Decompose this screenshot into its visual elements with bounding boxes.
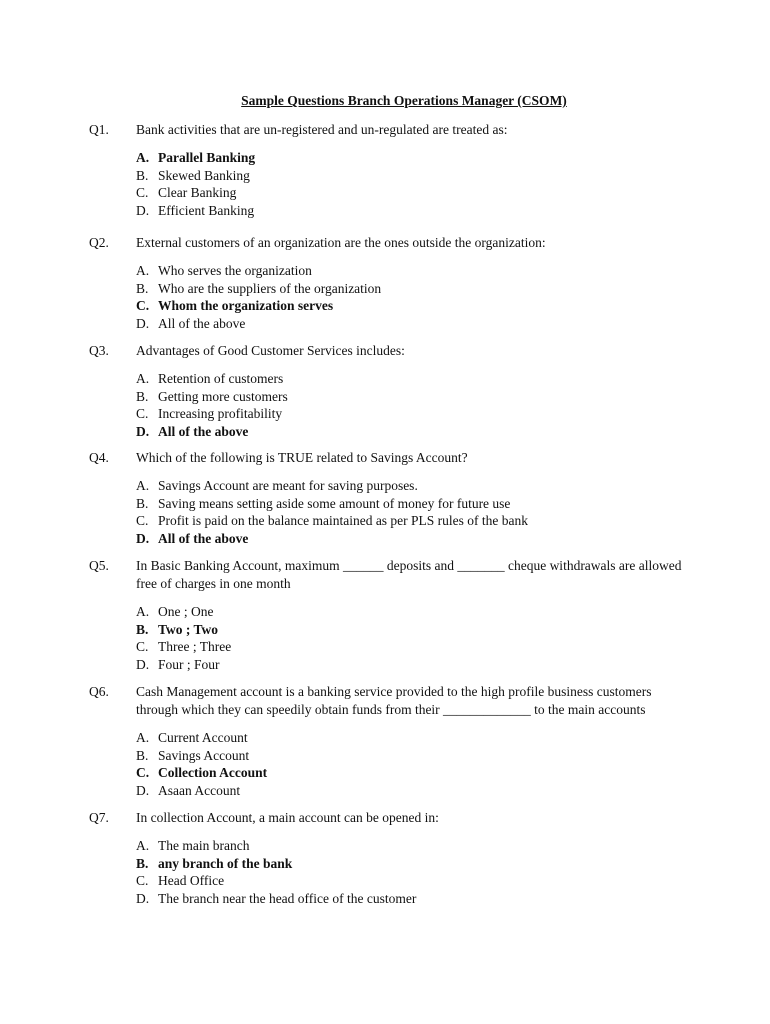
question-number: Q3. bbox=[89, 343, 109, 358]
option-text: Who are the suppliers of the organization bbox=[158, 280, 382, 296]
option-letter: B. bbox=[136, 167, 149, 183]
option-a bbox=[136, 729, 689, 747]
option-letter: A. bbox=[136, 478, 150, 493]
option-letter: B. bbox=[136, 621, 149, 637]
question-text: Bank activities that are un-registered and un-regulated are treated as: bbox=[136, 122, 508, 137]
option-text: Whom the organization serves bbox=[158, 298, 334, 314]
option-text: Savings Account bbox=[158, 747, 250, 763]
option-letter: C. bbox=[136, 185, 149, 201]
option-d bbox=[136, 782, 689, 800]
option-c bbox=[136, 872, 689, 890]
option-letter: C. bbox=[136, 298, 150, 314]
option-text: Collection Account bbox=[158, 765, 268, 781]
question-number: Q2. bbox=[89, 235, 109, 250]
option-d bbox=[136, 530, 689, 548]
question-7 bbox=[89, 809, 689, 907]
option-letter: A. bbox=[136, 604, 150, 619]
question-text: Which of the following is TRUE related to Savings Account? bbox=[136, 450, 468, 465]
question-number: Q5. bbox=[89, 558, 109, 573]
question-number: Q7. bbox=[89, 810, 109, 825]
option-b bbox=[136, 167, 689, 185]
option-b bbox=[136, 388, 689, 406]
question-number: Q4. bbox=[89, 450, 109, 465]
option-text: All of the above bbox=[158, 423, 249, 439]
option-letter: D. bbox=[136, 423, 150, 439]
option-a bbox=[136, 262, 689, 280]
option-letter: B. bbox=[136, 495, 149, 511]
option-letter: D. bbox=[136, 315, 150, 331]
option-text: Profit is paid on the balance maintained as per PLS rules of the bank bbox=[158, 513, 529, 529]
question-text: In Basic Banking Account, maximum ______ deposits and _______ cheque withdrawals are allowed free of charges in one month bbox=[136, 558, 682, 591]
option-a bbox=[136, 370, 689, 388]
option-d bbox=[136, 890, 689, 908]
option-b bbox=[136, 747, 689, 765]
question-number: Q6. bbox=[89, 684, 109, 699]
question-4 bbox=[89, 449, 689, 547]
option-text: Four ; Four bbox=[158, 656, 220, 672]
question-text: Cash Management account is a banking service provided to the high profile business customers through which they can speedily obtain funds from their _____________ to the main accounts bbox=[136, 684, 652, 717]
option-letter: B. bbox=[136, 747, 149, 763]
question-text: Advantages of Good Customer Services includes: bbox=[136, 343, 405, 358]
option-a bbox=[136, 603, 689, 621]
options-list bbox=[136, 477, 689, 547]
options-list bbox=[136, 149, 689, 219]
options-list bbox=[136, 603, 689, 673]
option-text: Saving means setting aside some amount of money for future use bbox=[158, 495, 511, 511]
question-text: In collection Account, a main account can be opened in: bbox=[136, 810, 439, 825]
options-list bbox=[136, 729, 689, 799]
option-text: The main branch bbox=[158, 838, 250, 853]
option-text: One ; One bbox=[158, 604, 214, 619]
option-a bbox=[136, 149, 689, 167]
option-b bbox=[136, 621, 689, 639]
option-letter: A. bbox=[136, 730, 150, 745]
option-letter: B. bbox=[136, 280, 149, 296]
option-a bbox=[136, 837, 689, 855]
option-c bbox=[136, 512, 689, 530]
option-text: Getting more customers bbox=[158, 388, 288, 404]
option-text: Asaan Account bbox=[158, 782, 241, 798]
question-3 bbox=[89, 342, 689, 440]
option-text: Retention of customers bbox=[158, 371, 284, 386]
option-b bbox=[136, 855, 689, 873]
options-list bbox=[136, 370, 689, 440]
option-letter: A. bbox=[136, 263, 150, 278]
question-5 bbox=[89, 557, 689, 673]
option-text: Savings Account are meant for saving purposes. bbox=[158, 478, 418, 493]
option-text: The branch near the head office of the customer bbox=[158, 890, 417, 906]
option-text: Efficient Banking bbox=[158, 202, 255, 218]
option-letter: B. bbox=[136, 388, 149, 404]
option-letter: C. bbox=[136, 513, 149, 529]
option-text: All of the above bbox=[158, 315, 246, 331]
option-c bbox=[136, 297, 689, 315]
option-d bbox=[136, 315, 689, 333]
question-2 bbox=[89, 234, 689, 332]
question-number: Q1. bbox=[89, 122, 109, 137]
option-b bbox=[136, 280, 689, 298]
option-text: Current Account bbox=[158, 730, 248, 745]
option-c bbox=[136, 184, 689, 202]
option-letter: C. bbox=[136, 873, 149, 889]
question-6 bbox=[89, 683, 689, 799]
question-1 bbox=[89, 121, 689, 219]
option-a bbox=[136, 477, 689, 495]
option-c bbox=[136, 764, 689, 782]
option-letter: B. bbox=[136, 855, 149, 871]
option-letter: D. bbox=[136, 782, 150, 798]
option-text: All of the above bbox=[158, 530, 249, 546]
option-text: Three ; Three bbox=[158, 639, 232, 655]
option-letter: A. bbox=[136, 838, 150, 853]
option-text: Skewed Banking bbox=[158, 167, 250, 183]
option-text: Two ; Two bbox=[158, 621, 219, 637]
option-text: Clear Banking bbox=[158, 185, 237, 201]
option-text: Increasing profitability bbox=[158, 406, 283, 422]
option-c bbox=[136, 638, 689, 656]
option-b bbox=[136, 495, 689, 513]
question-text: External customers of an organization are the ones outside the organization: bbox=[136, 235, 546, 250]
option-d bbox=[136, 423, 689, 441]
option-letter: A. bbox=[136, 150, 150, 165]
option-letter: C. bbox=[136, 639, 149, 655]
option-letter: D. bbox=[136, 530, 150, 546]
option-c bbox=[136, 405, 689, 423]
option-letter: C. bbox=[136, 406, 149, 422]
option-letter: D. bbox=[136, 202, 150, 218]
page-title: Sample Questions Branch Operations Manager (CSOM) bbox=[241, 93, 567, 108]
option-letter: D. bbox=[136, 656, 150, 672]
option-letter: C. bbox=[136, 765, 150, 781]
option-letter: A. bbox=[136, 371, 150, 386]
option-d bbox=[136, 202, 689, 220]
option-text: Who serves the organization bbox=[158, 263, 312, 278]
option-text: Parallel Banking bbox=[158, 150, 256, 165]
options-list bbox=[136, 837, 689, 907]
options-list bbox=[136, 262, 689, 332]
option-text: any branch of the bank bbox=[158, 855, 293, 871]
option-letter: D. bbox=[136, 890, 150, 906]
option-d bbox=[136, 656, 689, 674]
option-text: Head Office bbox=[158, 873, 225, 889]
